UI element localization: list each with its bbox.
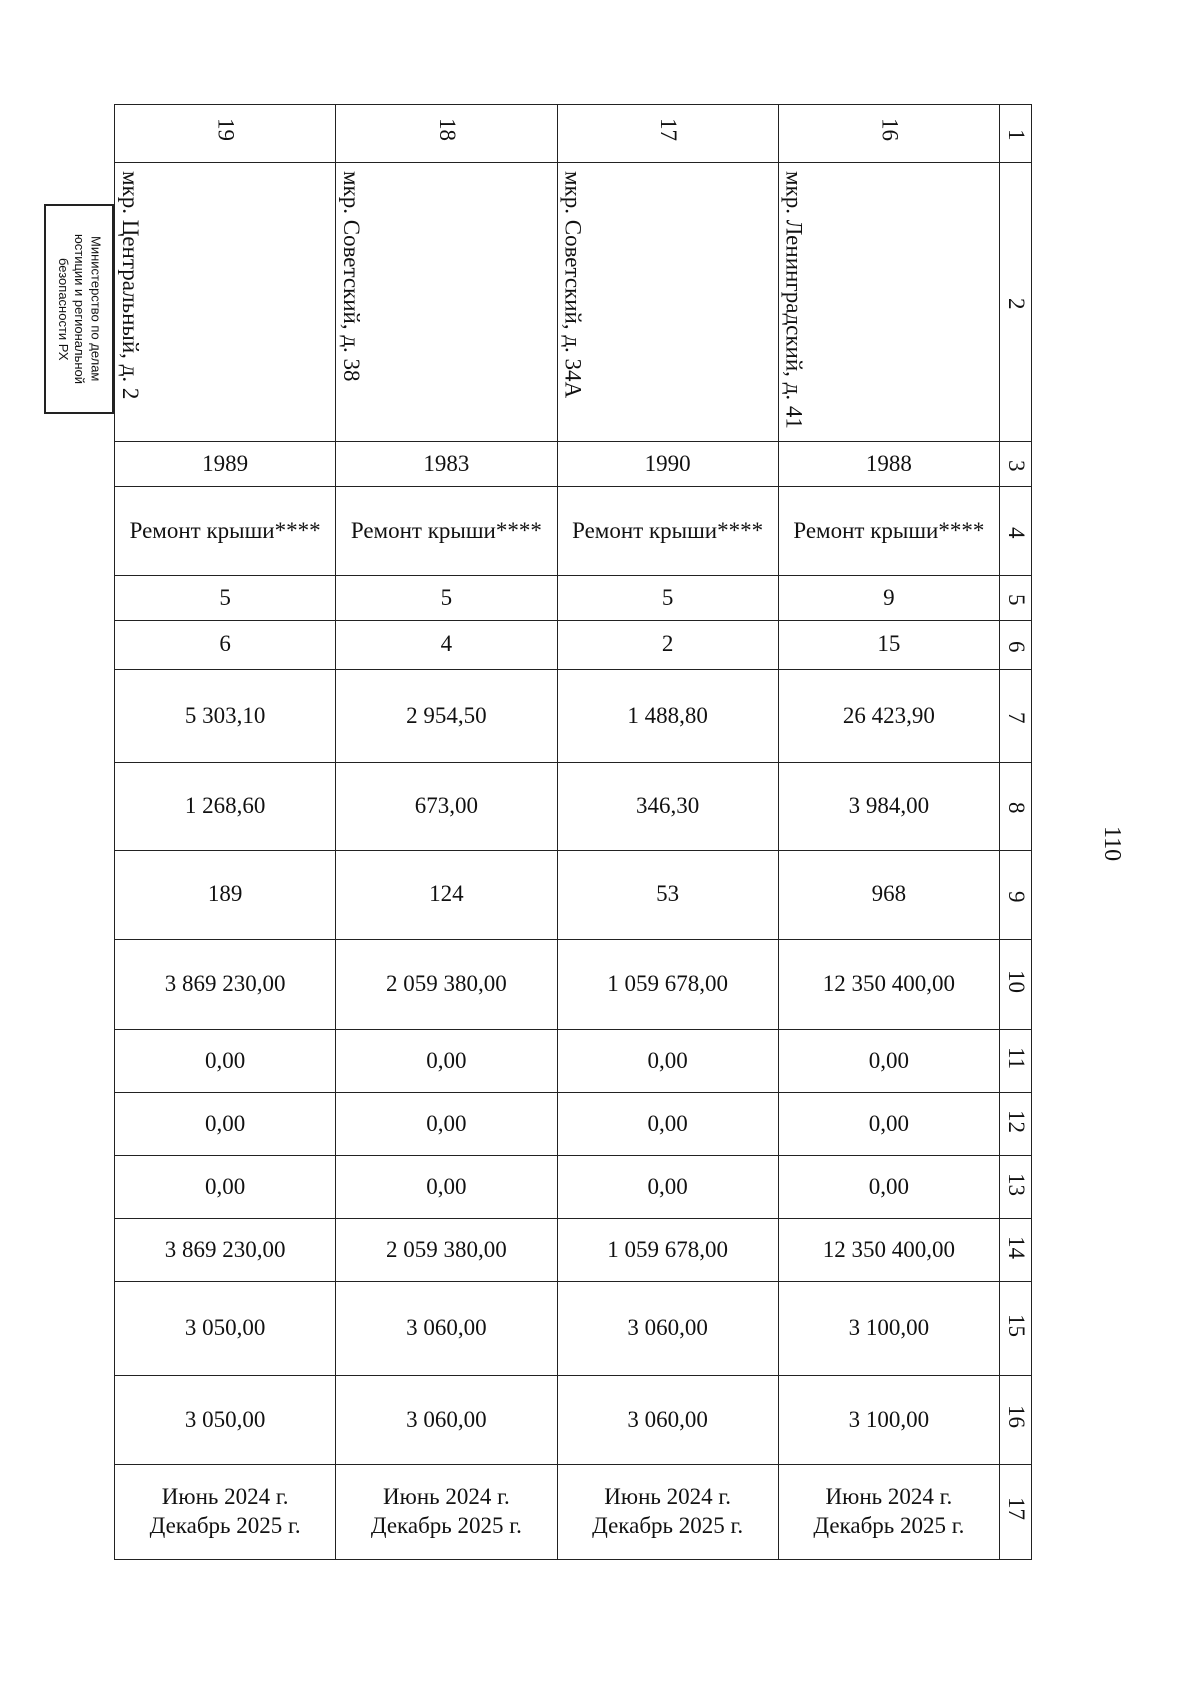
row-total-cost [115,940,1032,1030]
cell-year: 1990 [557,442,778,487]
cell-year: 1988 [778,442,999,487]
column-number: 6 [1000,620,1032,669]
column-number: 7 [1000,669,1032,763]
cell-residents: 124 [336,850,557,939]
column-number: 10 [1000,940,1032,1030]
cell-total-cost: 1 059 678,00 [557,940,778,1030]
column-number: 9 [1000,850,1032,939]
page-number: 110 [1099,826,1125,862]
row-residents [115,850,1032,939]
cell-address: мкр. Ленинградский, д. 41 [778,162,999,441]
cell-value: 0,00 [115,1030,336,1093]
column-number: 12 [1000,1093,1032,1156]
start-date: Июнь 2024 г. [825,1484,953,1510]
cell-address: мкр. Советский, д. 38 [336,162,557,441]
row-total-area [115,669,1032,763]
cell-value: 0,00 [336,1030,557,1093]
row-entrances [115,620,1032,669]
row-15 [115,1282,1032,1376]
cell-address: мкр. Центральный, д. 2 [115,162,336,441]
column-number: 3 [1000,442,1032,487]
cell-floors: 5 [336,576,557,621]
cell-item-number: 19 [115,105,336,163]
cell-roof-area: 1 268,60 [115,763,336,850]
cell-dates [778,1465,999,1560]
cell-work-type: Ремонт крыши**** [778,486,999,575]
cell-value: 3 050,00 [115,1375,336,1464]
cell-total-cost: 3 869 230,00 [115,940,336,1030]
column-number: 2 [1000,162,1032,441]
stamp-line-3: безопасности РХ [55,257,71,361]
cell-entrances: 6 [115,620,336,669]
registration-stamp [44,204,114,414]
cell-residents: 53 [557,850,778,939]
cell-value: 0,00 [778,1093,999,1156]
cell-total-area: 5 303,10 [115,669,336,763]
cell-total-area: 2 954,50 [336,669,557,763]
row-16 [115,1375,1032,1464]
cell-work-type: Ремонт крыши**** [336,486,557,575]
cell-entrances: 4 [336,620,557,669]
row-address [115,162,1032,441]
row-item-number [115,105,1032,163]
end-date: Декабрь 2025 г. [813,1513,965,1539]
start-date: Июнь 2024 г. [604,1484,731,1510]
row-12 [115,1093,1032,1156]
column-number: 17 [1000,1465,1032,1560]
cell-value: 0,00 [557,1030,778,1093]
cell-item-number: 17 [557,105,778,163]
row-11 [115,1030,1032,1093]
end-date: Декабрь 2025 г. [592,1513,744,1539]
cell-total-cost: 2 059 380,00 [336,940,557,1030]
cell-roof-area: 346,30 [557,763,778,850]
cell-value: 3 060,00 [557,1282,778,1376]
cell-floors: 5 [557,576,778,621]
cell-value: 3 100,00 [778,1282,999,1376]
cell-year: 1989 [115,442,336,487]
row-14 [115,1219,1032,1282]
cell-item-number: 18 [336,105,557,163]
cell-value: 0,00 [778,1156,999,1219]
cell-value: 3 060,00 [557,1375,778,1464]
cell-item-number: 16 [778,105,999,163]
cell-value: 3 100,00 [778,1375,999,1464]
column-number: 15 [1000,1282,1032,1376]
cell-value: 3 060,00 [336,1375,557,1464]
cell-value: 0,00 [557,1093,778,1156]
cell-value: 1 059 678,00 [557,1219,778,1282]
end-date: Декабрь 2025 г. [370,1513,522,1539]
start-date: Июнь 2024 г. [161,1484,289,1510]
cell-work-type: Ремонт крыши**** [557,486,778,575]
cell-dates [115,1465,336,1560]
row-13 [115,1156,1032,1219]
cell-value: 2 059 380,00 [336,1219,557,1282]
cell-value: 0,00 [115,1156,336,1219]
cell-residents: 968 [778,850,999,939]
cell-value: 12 350 400,00 [778,1219,999,1282]
cell-entrances: 2 [557,620,778,669]
cell-value: 0,00 [557,1156,778,1219]
row-dates [115,1465,1032,1560]
cell-roof-area: 673,00 [336,763,557,850]
cell-total-cost: 12 350 400,00 [778,940,999,1030]
cell-value: 3 050,00 [115,1282,336,1376]
end-date: Декабрь 2025 г. [149,1513,301,1539]
cell-value: 0,00 [336,1093,557,1156]
column-number: 1 [1000,105,1032,163]
cell-value: 0,00 [115,1093,336,1156]
cell-total-area: 26 423,90 [778,669,999,763]
cell-value: 3 060,00 [336,1282,557,1376]
cell-total-area: 1 488,80 [557,669,778,763]
cell-dates [557,1465,778,1560]
cell-residents: 189 [115,850,336,939]
cell-roof-area: 3 984,00 [778,763,999,850]
column-number: 5 [1000,576,1032,621]
row-floors [115,576,1032,621]
stamp-line-2: юстиции и региональной [72,233,88,385]
cell-floors: 5 [115,576,336,621]
cell-address: мкр. Советский, д. 34А [557,162,778,441]
column-number: 4 [1000,486,1032,575]
stamp-line-1: Министерство по делам [88,236,104,382]
column-number: 8 [1000,763,1032,850]
column-number: 11 [1000,1030,1032,1093]
cell-work-type: Ремонт крыши**** [115,486,336,575]
cell-dates [336,1465,557,1560]
cell-entrances: 15 [778,620,999,669]
repair-program-table [114,104,1032,1560]
column-number: 14 [1000,1219,1032,1282]
cell-value: 3 869 230,00 [115,1219,336,1282]
cell-value: 0,00 [336,1156,557,1219]
start-date: Июнь 2024 г. [383,1484,510,1510]
row-roof-area [115,763,1032,850]
column-number: 16 [1000,1375,1032,1464]
row-year [115,442,1032,487]
cell-floors: 9 [778,576,999,621]
cell-value: 0,00 [778,1030,999,1093]
column-number: 13 [1000,1156,1032,1219]
cell-year: 1983 [336,442,557,487]
row-work-type [115,486,1032,575]
